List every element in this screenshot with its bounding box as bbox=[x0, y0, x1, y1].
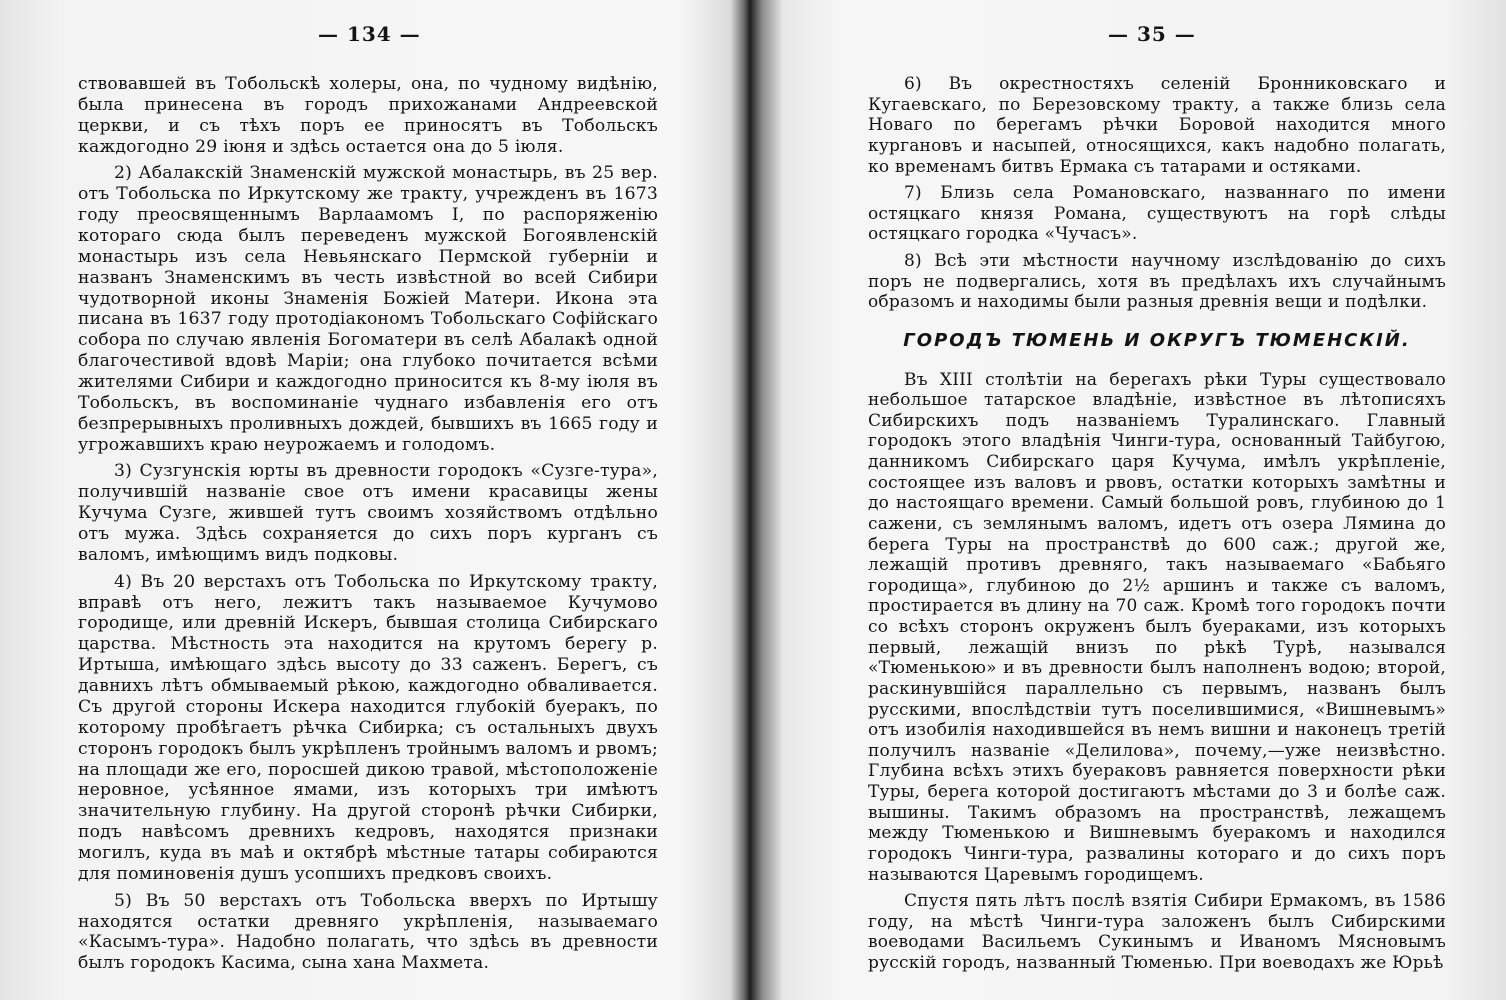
paragraph: 6) Въ окрестностяхъ селеній Бронниковскаго и Кугаевскаго, по Березовскому тракту, а также близь села Новаго по берегамъ рѣчки Боровой находится много кургановъ и насыпей, относящихся, какъ надобно полагать, ко временамъ битвъ Ермака съ татарами и остяками. bbox=[868, 74, 1446, 177]
section-heading: ГОРОДЪ ТЮМЕНЬ И ОКРУГЪ ТЮМЕНСКІЙ. bbox=[903, 329, 1411, 351]
paragraph: 3) Сузгунскія юрты въ древности городокъ «Сузге-тура», получившій названіе свое отъ имени красавицы жены Кучума Сузге, жившей тутъ своимъ хозяйствомъ отдѣльно отъ мужа. Здѣсь сохраняется до сихъ поръ курганъ съ валомъ, имѣющимъ видъ подковы. bbox=[78, 461, 658, 565]
page-number-header: — 35 — bbox=[1108, 22, 1196, 46]
paragraph: 8) Всѣ эти мѣстности научному изслѣдованію до сихъ поръ не подвергались, хотя въ предѣлахъ ихъ случайнымъ образомъ и находимы были разныя древнія вещи и подѣлки. bbox=[868, 251, 1446, 313]
paragraph: ствовавшей въ Тобольскѣ холеры, она, по чудному видѣнію, была принесена въ городъ прихожанами Андреевской церкви, и съ тѣхъ поръ ее приносятъ въ Тобольскъ каждогодно 29 іюня и здѣсь остается она до 5 іюля. bbox=[78, 74, 658, 157]
left-page-text bbox=[78, 74, 658, 980]
paragraph: 2) Абалакскій Знаменскій мужской монастырь, въ 25 вер. отъ Тобольска по Иркутскому же тракту, учрежденъ въ 1673 году преосвященнымъ Варлаамомъ I, по распоряженію котораго сюда былъ переведенъ мужской Богоявленскій монастырь изъ села Невьянскаго Пермской губерніи и названъ Знаменскимъ въ честь извѣстной во всей Сибири чудотворной иконы Знаменія Божіей Матери. Икона эта писана въ 1637 году протодіакономъ Тобольскаго Софійскаго собора по случаю явленія Богоматери въ селѣ Абалакѣ одной благочестивой вдовѣ Маріи; она глубоко почитается всѣми жителями Сибири и каждогодно приносится къ 8-му іюля въ Тобольскъ, въ воспоминаніе чуднаго избавленія его отъ безпрерывныхъ проливныхъ дождей, бывшихъ въ 1665 году и угрожавшихъ краю неурожаемъ и голодомъ. bbox=[78, 163, 658, 455]
right-page bbox=[760, 0, 1506, 1000]
paragraph: 7) Близь села Романовскаго, названнаго по имени остяцкаго князя Романа, существуютъ на горѣ слѣды остяцкаго городка «Чучасъ». bbox=[868, 183, 1446, 245]
right-page-text bbox=[868, 74, 1446, 980]
paragraph: 4) Въ 20 верстахъ отъ Тобольска по Иркутскому тракту, вправѣ отъ него, лежитъ такъ называемое Кучумово городище, или древній Искеръ, бывшая столица Сибирскаго царства. Мѣстность эта находится на крутомъ берегу р. Иртыша, имѣющаго здѣсь высоту до 33 саженъ. Берегъ, съ давнихъ лѣтъ обмываемый рѣкою, каждогодно обваливается. Съ другой стороны Искера находится глубокій буеракъ, по которому пробѣгаетъ рѣчка Сибирка; съ остальныхъ двухъ сторонъ городокъ былъ укрѣпленъ тройнымъ валомъ и рвомъ; на площади же его, поросшей дикою травой, мѣстоположеніе неровное, усѣянное ямами, изъ которыхъ три имѣютъ значительную глубину. На другой сторонѣ рѣчки Сибирки, подъ навѣсомъ древнихъ кедровъ, находятся признаки могилъ, куда въ маѣ и октябрѣ мѣстные татары собираются для поминовенія душъ усопшихъ предковъ своихъ. bbox=[78, 571, 658, 884]
paragraph: Въ XIII столѣтіи на берегахъ рѣки Туры существовало небольшое татарское владѣніе, извѣстное въ лѣтописяхъ Сибирскихъ подъ названіемъ Туралинскаго. Главный городокъ этого владѣнія Чинги-тура, основанный Тайбугою, данникомъ Сибирскаго царя Кучума, имѣлъ укрѣпленіе, состоящее изъ валовъ и рвовъ, остатки которыхъ замѣтны и до настоящаго времени. Самый большой ровъ, глубиною до 1 сажени, съ землянымъ валомъ, идетъ отъ озера Лямина до берега Туры на пространствѣ до 600 саж.; другой же, лежащій противъ древняго, такъ называемаго «Бабьяго городища», глубиною до 2½ аршинъ и также съ валомъ, простирается въ длину на 70 саж. Кромѣ того городокъ почти со всѣхъ сторонъ окруженъ былъ буераками, изъ которыхъ первый, лежащій внизъ по рѣкѣ Турѣ, назывался «Тюменькою» и въ древности былъ наполненъ водою; второй, раскинувшійся параллельно съ первымъ, названъ былъ русскими, впослѣдствіи тутъ поселившимися, «Вишневымъ» отъ изобилія находившейся въ немъ вишни и наконецъ третій получилъ названіе «Делилова», почему,—уже неизвѣстно. Глубина всѣхъ этихъ буераковъ равняется поверхности рѣки Туры, берега которой достигаютъ мѣстами до 3 и болѣе саж. вышины. Такимъ образомъ на пространствѣ, лежащемъ между Тюменькою и Вишневымъ буеракомъ и находился городокъ Чинги-тура, развалины котораго и до сихъ поръ называются Царевымъ городищемъ. bbox=[868, 369, 1446, 885]
left-page bbox=[0, 0, 735, 1000]
paragraph: Спустя пять лѣтъ послѣ взятія Сибири Ермакомъ, въ 1586 году, на мѣстѣ Чинги-тура заложенъ былъ Сибирскими воеводами Васильемъ Сукинымъ и Иваномъ Мясновымъ русскій городъ, названный Тюменью. При воеводахъ же Юрьѣ bbox=[868, 891, 1446, 973]
paragraph: 5) Въ 50 верстахъ отъ Тобольска вверхъ по Иртышу находятся остатки древняго укрѣпленія, называемаго «Касымъ-тура». Надобно полагать, что здѣсь въ древности былъ городокъ Касима, сына хана Махмета. bbox=[78, 890, 658, 974]
page-number-header: — 134 — bbox=[318, 22, 421, 46]
